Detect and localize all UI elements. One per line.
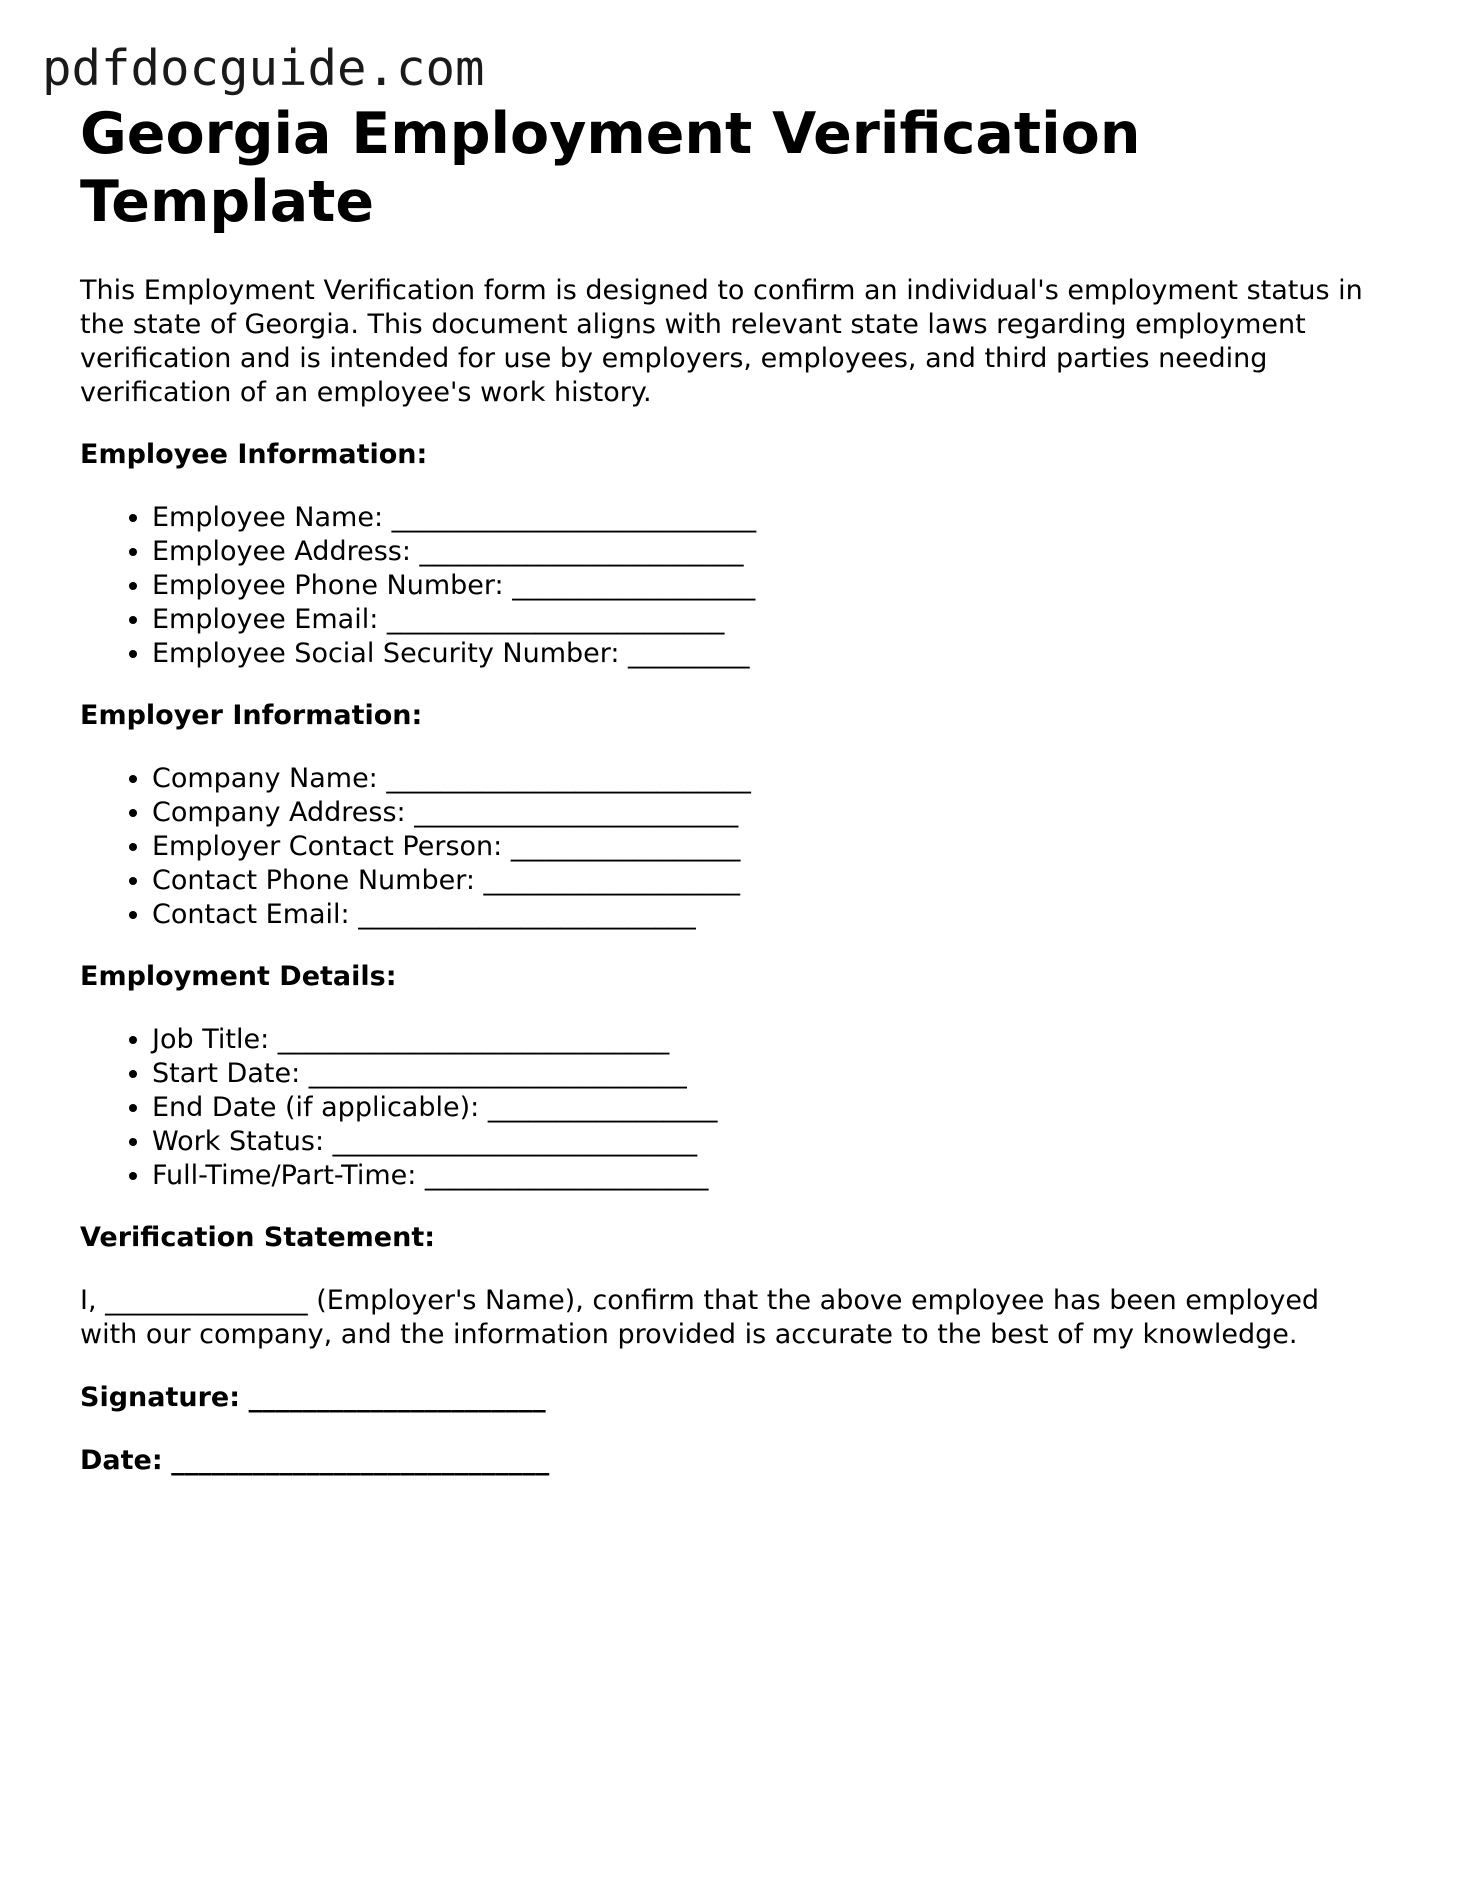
watermark: pdfdocguide.com	[42, 40, 485, 97]
document-body	[80, 100, 1380, 1478]
end-date-field[interactable]: • End Date (if applicable): _________________	[152, 1091, 1380, 1125]
employee-name-field[interactable]: • Employee Name: ___________________________	[152, 501, 1380, 535]
employer-contact-person-field[interactable]: • Employer Contact Person: _________________	[152, 830, 1380, 864]
date-blank[interactable]: ____________________________	[171, 1445, 550, 1476]
employee-address-field[interactable]: • Employee Address: ________________________	[152, 535, 1380, 569]
signature-label: Signature:	[80, 1382, 241, 1413]
start-date-field[interactable]: • Start Date: ____________________________	[152, 1057, 1380, 1091]
work-status-field[interactable]: • Work Status: ___________________________	[152, 1125, 1380, 1159]
employee-field-list	[80, 501, 1380, 671]
contact-phone-field[interactable]: • Contact Phone Number: ___________________	[152, 864, 1380, 898]
employee-email-field[interactable]: • Employee Email: _________________________	[152, 603, 1380, 637]
employment-field-list	[80, 1023, 1380, 1193]
employment-section-heading: Employment Details:	[80, 961, 397, 992]
verification-statement: I, _______________ (Employer's Name), confirm that the above employee has been employed with our company, and the information provided is accurate to the best of my knowledge.	[80, 1285, 1320, 1350]
intro-paragraph: This Employment Verification form is designed to confirm an individual's employment status in the state of Georgia. This document aligns with relevant state laws regarding employment verification and is intended for use by employers, employees, and third parties needing verification of an employee's work history.	[80, 275, 1363, 408]
employer-field-list	[80, 762, 1380, 932]
date-row	[80, 1444, 1380, 1478]
date-label: Date:	[80, 1445, 163, 1476]
company-address-field[interactable]: • Company Address: ________________________	[152, 796, 1380, 830]
signature-row	[80, 1381, 1380, 1415]
employer-section-heading: Employer Information:	[80, 700, 423, 731]
employee-ssn-field[interactable]: • Employee Social Security Number: _________	[152, 637, 1380, 671]
signature-blank[interactable]: ______________________	[248, 1382, 546, 1413]
page-title: Georgia Employment Verification Template	[80, 101, 1141, 235]
verification-section-heading: Verification Statement:	[80, 1222, 436, 1253]
employee-section-heading: Employee Information:	[80, 439, 428, 470]
employment-type-field[interactable]: • Full-Time/Part-Time: _____________________	[152, 1159, 1380, 1193]
contact-email-field[interactable]: • Contact Email: _________________________	[152, 898, 1380, 932]
job-title-field[interactable]: • Job Title: _____________________________	[152, 1023, 1380, 1057]
employee-phone-field[interactable]: • Employee Phone Number: __________________	[152, 569, 1380, 603]
company-name-field[interactable]: • Company Name: ___________________________	[152, 762, 1380, 796]
